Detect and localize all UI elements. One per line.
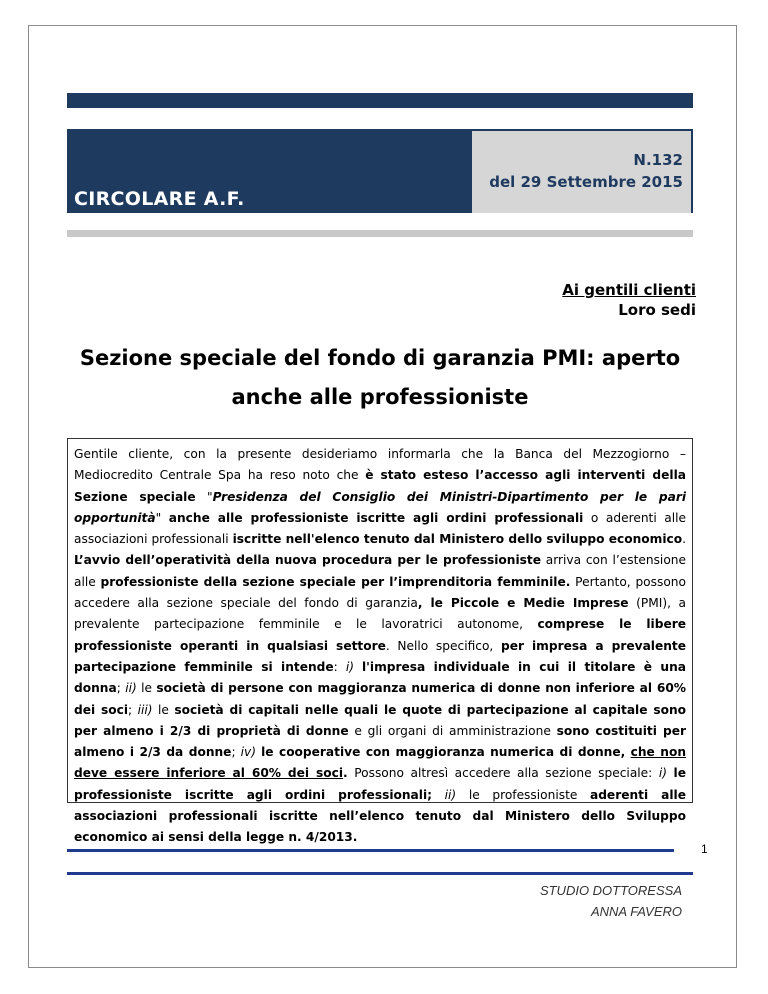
body-segment: Possono altresì accedere alla sezione speciale: [347, 766, 659, 781]
body-segment: " [155, 510, 169, 525]
body-segment: le professioniste [456, 787, 590, 802]
address-line-1: Ai gentili clienti [562, 281, 696, 299]
body-segment: Pertanto, possono accedere alla sezione speciale del fondo di garanzia [74, 574, 686, 611]
body-segment [354, 660, 362, 674]
body-segment: (PMI), a prevalente partecipazione femminile e le lavoratrici autonome, [74, 596, 687, 632]
body-text-box [67, 438, 693, 845]
body-segment: . [682, 532, 686, 547]
body-segment: le cooperative con maggioranza numerica di donne, [261, 745, 631, 760]
footer-rule-bottom [67, 872, 693, 875]
body-segment: ; [128, 702, 138, 717]
body-segment: iscritte nell'elenco tenuto dal Ministero dello sviluppo economico [232, 532, 683, 547]
body-segment: comprese le libere professioniste operanti in qualsiasi settore [74, 617, 686, 653]
body-segment: : [333, 659, 346, 674]
body-segment: Presidenza del Consiglio dei Ministri-Dipartimento per le pari opportunità [74, 489, 687, 525]
address-line-2: Loro sedi [618, 301, 696, 319]
body-segment: le [136, 681, 157, 696]
body-segment: . [343, 766, 348, 781]
circular-title: CIRCOLARE A.F. [74, 188, 245, 210]
body-segment: Gentile cliente, con la presente desideriamo informarla che la Banca del Mezzogiorno – Mediocredito Centrale Spa ha reso noto che [74, 447, 686, 483]
title-line-2: anche alle professioniste [231, 385, 529, 409]
recipient-address [562, 280, 696, 320]
body-segment: i) [345, 659, 354, 674]
body-segment: anche alle professioniste iscritte agli ordini professionali [168, 510, 584, 525]
title-line-1: Sezione speciale del fondo di garanzia PMI: aperto [79, 346, 681, 370]
body-segment: ; [231, 745, 241, 760]
body-segment: o aderenti alle associazioni professionali [74, 510, 686, 547]
body-segment: . Nello specifico, [385, 638, 501, 653]
body-segment: società di persone con maggioranza numerica di donne non inferiore al 60% dei soci [74, 681, 687, 717]
studio-line-2: ANNA FAVERO [590, 904, 682, 919]
body-segment: l'impresa individuale in cui il titolare è una donna [74, 659, 686, 696]
body-segment: L’avvio dell’operatività della nuova procedura per le professioniste [74, 553, 541, 568]
body-segment: iv) [240, 745, 256, 760]
body-segment: per impresa a prevalente partecipazione femminile si intende [74, 638, 687, 674]
top-decorative-bar [67, 93, 693, 108]
body-segment: iii) [137, 702, 153, 717]
circular-number: N.132 [633, 151, 683, 169]
body-segment: ii) [125, 681, 137, 696]
body-segment: che non deve essere inferiore al 60% dei soci [74, 745, 686, 781]
body-segment [432, 788, 445, 802]
studio-signature [540, 880, 682, 922]
body-segment: " [195, 489, 213, 504]
document-title [60, 339, 700, 417]
circular-date: del 29 Settembre 2015 [489, 173, 683, 191]
body-segment: ii) [444, 787, 457, 802]
body-segment: società di capitali nelle quali le quote di partecipazione al capitale sono per almeno i 2/3 di proprietà di donne [74, 702, 686, 738]
body-segment: professioniste della sezione speciale per l’imprenditoria femminile. [100, 574, 571, 589]
body-segment: sono costituiti per almeno i 2/3 da donne [74, 723, 686, 760]
body-segment: e gli organi di amministrazione [348, 723, 557, 738]
body-segment: , le Piccole e Medie Imprese [417, 596, 629, 611]
body-segment: le [152, 702, 175, 717]
body-segment: aderenti alle associazioni professionali iscritte nell’elenco tenuto dal Ministero dello Sviluppo economico ai sensi della legge n. 4/2013. [74, 787, 687, 845]
grey-divider [67, 230, 693, 237]
body-segment: è stato esteso l’accesso agli interventi della Sezione speciale [74, 468, 686, 504]
studio-line-1: STUDIO DOTTORESSA [539, 883, 682, 898]
body-segment: ; [116, 681, 126, 696]
body-segment: le professioniste iscritte agli ordini professionali; [74, 766, 686, 802]
page-number: 1 [701, 842, 708, 856]
header-number-block [472, 129, 693, 213]
footer-rule-top [67, 849, 674, 852]
body-segment: arriva con l’estensione alle [74, 553, 686, 589]
body-segment: i) [658, 766, 667, 781]
